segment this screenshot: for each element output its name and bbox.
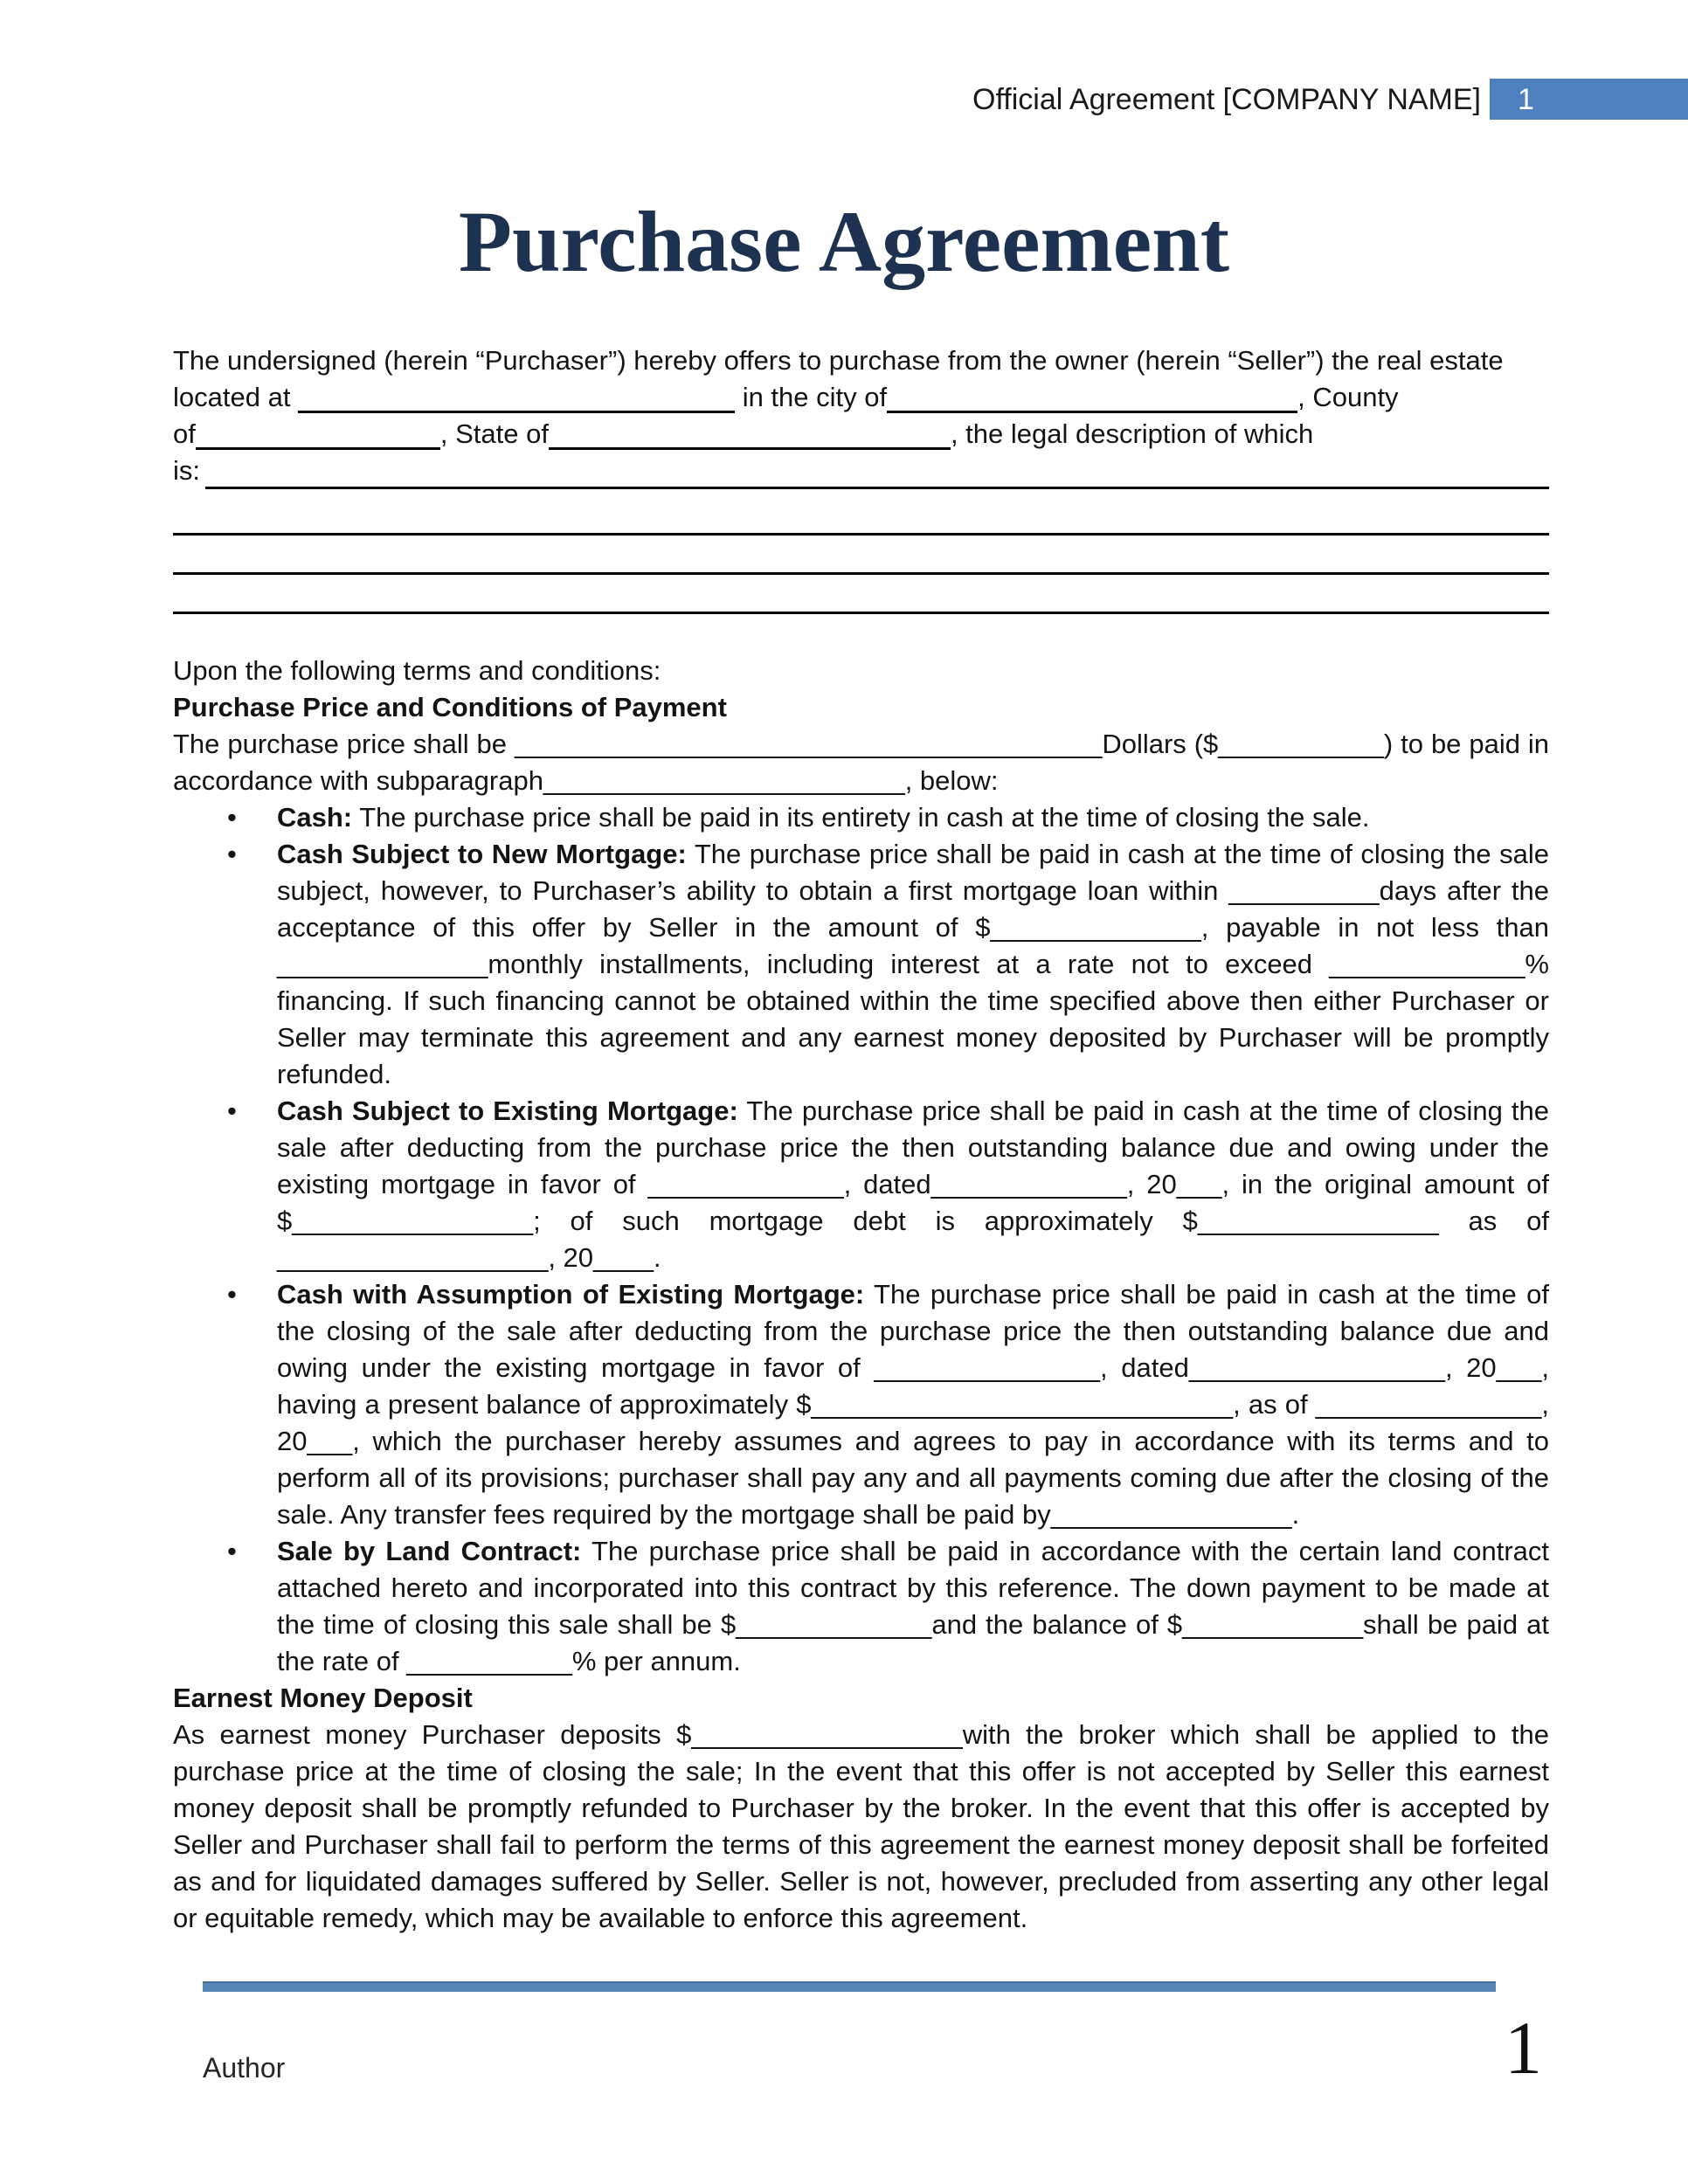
blank-line [173, 496, 1549, 536]
list-item-cash-existing-mortgage [173, 1093, 1549, 1276]
bullet-icon: • [227, 839, 237, 869]
bullet-text: The purchase price shall be paid in cash at the time of closing the sale subject, however, to Purchaser’s ability to obtain a first mortgage loan within __________days after the acceptance of this offer by Seller in the amount of $______________, payable in not less than ______________monthly installments, including interest at a rate not to exceed _____________% financing. If such financing cannot be obtained within the time specified above then either Purchaser or Seller may terminate this agreement and any earnest money deposited by Purchaser will be promptly refunded. [277, 839, 1549, 1089]
intro-line2-text3: , County [1297, 382, 1399, 412]
bullet-label: Cash: [277, 802, 353, 833]
intro-line2-text2: in the city of [742, 382, 888, 412]
header-title: Official Agreement [COMPANY NAME] [972, 82, 1481, 116]
page-header [0, 79, 1688, 120]
bullet-label: Cash Subject to Existing Mortgage: [277, 1095, 738, 1126]
footer-page-number: 1 [1505, 2006, 1542, 2090]
legal-description-blank-lines [173, 496, 1549, 614]
bullet-text: The purchase price shall be paid in accordance with the certain land contract attached hereto and incorporated into this contract by this reference. The down payment to be made at the time of closing this sale shall be $_____________and the balance of $____________shall be paid at the rate of ___________% per annum. [277, 1536, 1550, 1676]
intro-line2-text: located at [173, 382, 291, 412]
payment-paragraph: The purchase price shall be _______________________________________Dollars ($___________) to be paid in accordance with subparagraph________________________, below: [173, 729, 1549, 796]
earnest-heading: Earnest Money Deposit [173, 1683, 473, 1713]
list-item-cash-assumption-mortgage [173, 1276, 1549, 1533]
intro-line3-text2: , State of [439, 418, 549, 449]
payment-heading: Purchase Price and Conditions of Payment [173, 692, 727, 722]
bullet-text: The purchase price shall be paid in its entirety in cash at the time of closing the sale. [359, 802, 1370, 833]
bullet-icon: • [227, 1536, 237, 1566]
list-item-land-contract [173, 1533, 1549, 1680]
intro-line4-text: is: [173, 455, 200, 486]
earnest-paragraph: As earnest money Purchaser deposits $__________________with the broker which shall be applied to the purchase price at the time of closing the sale; In the event that this offer is not accepted by Seller this earnest money deposit shall be promptly refunded to Purchaser by the broker. In the event that this offer is accepted by Seller and Purchaser shall fail to perform the terms of this agreement the earnest money deposit shall be forfeited as and for liquidated damages suffered by Seller. Seller is not, however, precluded from asserting any other legal or equitable remedy, which may be available to enforce this agreement. [173, 1719, 1549, 1933]
bullet-label: Sale by Land Contract: [277, 1536, 582, 1566]
bullet-text: The purchase price shall be paid in cash at the time of closing the sale after deducting from the purchase price the then outstanding balance due and owing under the existing mortgage in favor of _____________, dated_____________, 20___, in the original amount of $________________; of such mortgage debt is approximately $________________ as of __________________, 20____. [277, 1095, 1549, 1273]
intro-line-4 [173, 453, 1549, 489]
bullet-icon: • [227, 802, 237, 833]
bullet-icon: • [227, 1279, 237, 1310]
page-number-badge-value: 1 [1518, 82, 1534, 116]
intro-line3-text3: , the legal description of which [950, 418, 1314, 449]
blank-field-location [298, 384, 735, 413]
blank-field-county [196, 420, 440, 450]
document-title: Purchase Agreement [458, 193, 1230, 290]
footer-author: Author [203, 2052, 286, 2084]
bullet-label: Cash Subject to New Mortgage: [277, 839, 687, 869]
document-body [173, 342, 1549, 1937]
blank-line [173, 575, 1549, 614]
payment-options-list [173, 799, 1549, 1680]
blank-field-state [549, 420, 951, 450]
page-number-badge [1490, 79, 1688, 120]
blank-field-city [887, 384, 1297, 413]
blank-line [173, 536, 1549, 575]
terms-intro: Upon the following terms and conditions: [173, 655, 661, 686]
list-item-cash-new-mortgage [173, 836, 1549, 1093]
intro-line3-text: of [173, 418, 196, 449]
bullet-label: Cash with Assumption of Existing Mortgage: [277, 1279, 865, 1310]
blank-field-legal-description [205, 455, 1549, 489]
intro-line-1: The undersigned (herein “Purchaser”) hereby offers to purchase from the owner (herein “Seller”) the real estate [173, 345, 1504, 376]
list-item-cash [173, 799, 1549, 836]
intro-paragraph [173, 342, 1549, 489]
intro-line-3 [173, 416, 1549, 453]
footer-rule [203, 1981, 1496, 1992]
intro-line-2 [173, 379, 1549, 416]
bullet-icon: • [227, 1095, 237, 1126]
bullet-text: The purchase price shall be paid in cash at the time of the closing of the sale after deducting from the purchase price the then outstanding balance due and owing under the existing mortgage in favor of _______________, dated_________________, 20___, having a present balance of approximately $____________________________, as of _______________, 20___, which the purchaser hereby assumes and agrees to pay in accordance with its terms and to perform all of its provisions; purchaser shall pay any and all payments coming due after the closing of the sale. Any transfer fees required by the mortgage shall be paid by________________. [277, 1279, 1549, 1530]
